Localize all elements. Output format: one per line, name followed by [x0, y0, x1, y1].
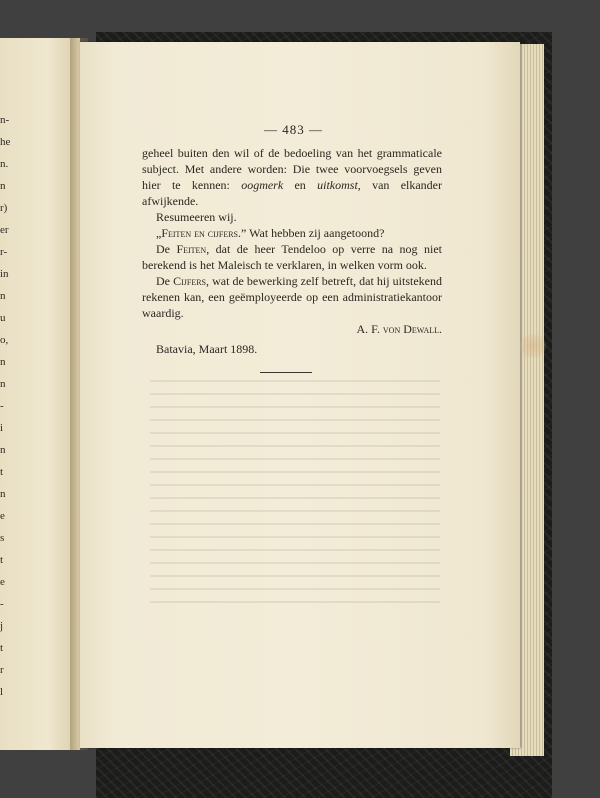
left-page-fragment: n — [0, 444, 6, 456]
left-page-fragment: r- — [0, 246, 8, 258]
left-page-fragment: r) — [0, 202, 8, 214]
left-page-fragment: l — [0, 686, 4, 698]
left-page-fragment: j — [0, 620, 4, 632]
paragraph-4: De Feiten, dat de heer Tendeloo op verre na nog niet berekend is het Maleisch te verklaren, in welken vorm ook. — [142, 242, 442, 272]
paragraph-3: „Feiten en cijfers.” Wat hebben zij aangetoond? — [156, 226, 385, 240]
left-page-fragment: e — [0, 576, 5, 588]
left-page-fragment: n — [0, 488, 6, 500]
left-page-fragment: t — [0, 466, 4, 478]
left-page — [0, 38, 80, 750]
left-page-fragment: u — [0, 312, 6, 324]
left-page-fragment: n — [0, 356, 6, 368]
left-page-fragment: n- — [0, 114, 10, 126]
left-page-fragment: s — [0, 532, 5, 544]
end-rule — [260, 372, 312, 373]
left-page-fragment: - — [0, 598, 4, 610]
left-page-fragment: er — [0, 224, 9, 236]
left-page-fragment: r — [0, 664, 4, 676]
left-page-fragment: i — [0, 422, 4, 434]
paragraph-1: geheel buiten den wil of de bedoeling van het grammaticale subject. Met andere worden: Die twee voorvoegsels geven hier te kennen: oogmerk en uitkomst, van elkander afwijkende. — [142, 146, 443, 208]
left-page-fragment: o, — [0, 334, 9, 346]
left-page-fragment: n — [0, 180, 6, 192]
left-page-fragment: n — [0, 290, 6, 302]
left-page-fragment: t — [0, 554, 4, 566]
left-page-fragment: - — [0, 400, 4, 412]
left-page-fragment: he — [0, 136, 11, 148]
signature: A. F. von Dewall. — [356, 322, 442, 336]
left-page-fragment: n — [0, 378, 6, 390]
dateline: Batavia, Maart 1898. — [156, 342, 258, 356]
left-page-fragment: n. — [0, 158, 9, 170]
page-number: — 483 — — [264, 122, 323, 137]
page-body — [142, 145, 442, 357]
left-page-fragment: in — [0, 268, 9, 280]
left-page-fragment: t — [0, 642, 4, 654]
left-page-fragment: e — [0, 510, 5, 522]
paragraph-5: De Cijfers, wat de bewerking zelf betreft, dat hij uitstekend rekenen kan, een geëmployeerde op een administratiekantoor waardig. — [142, 274, 442, 320]
paragraph-2: Resumeeren wij. — [156, 210, 237, 224]
stain-mark — [520, 334, 546, 358]
bleed-through-text — [150, 380, 440, 610]
